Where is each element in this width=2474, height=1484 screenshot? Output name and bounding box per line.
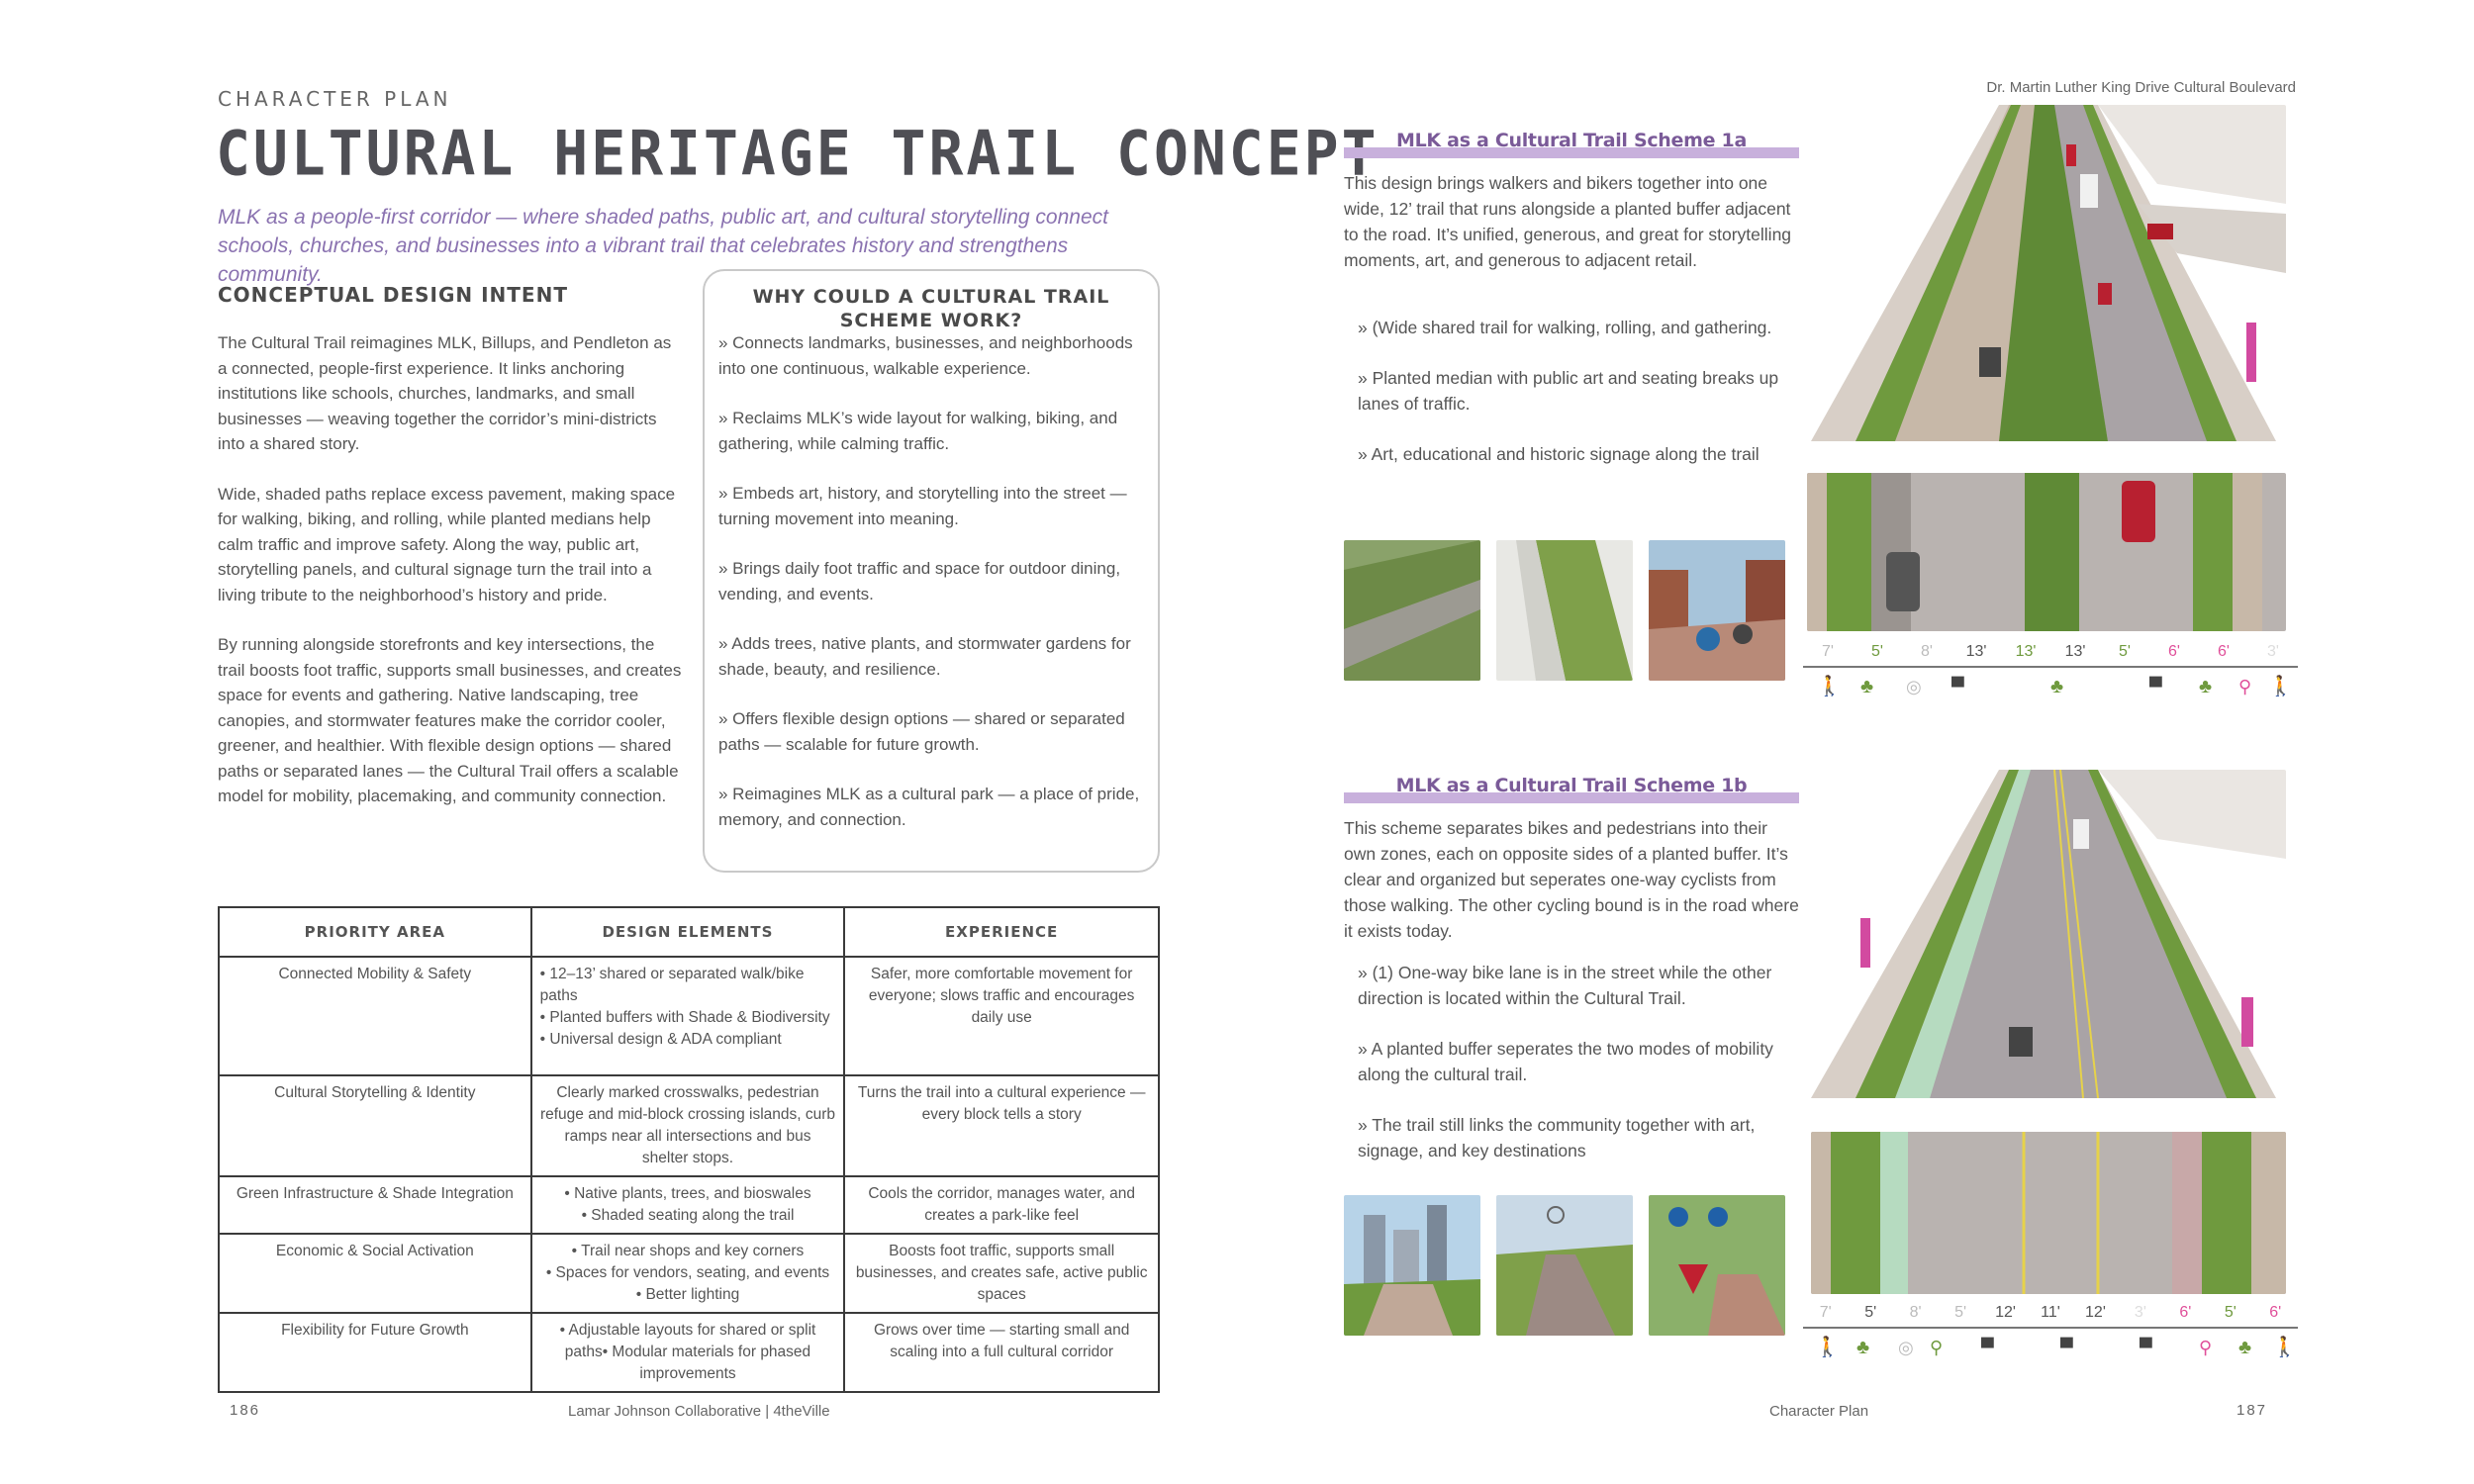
- dimension-label: 13': [1965, 643, 1987, 660]
- scheme-bullet: » The trail still links the community together with art, signage, and key destinations: [1358, 1115, 1756, 1160]
- intent-body: [218, 330, 683, 834]
- page-number-left: 186: [230, 1402, 261, 1419]
- scheme-1b-plan-view: [1811, 1132, 2286, 1294]
- scheme-1a-cross-section: [1803, 643, 2298, 714]
- car-icon: ▀: [1981, 1338, 1994, 1357]
- dimension-label: 3': [2134, 1304, 2146, 1321]
- table-cell-experience: Safer, more comfortable movement for everyone; slows traffic and encourages daily use: [844, 957, 1159, 1075]
- dimension-label: 13': [2015, 643, 2037, 660]
- dimension-label: 8': [1921, 643, 1933, 660]
- table-cell-elements: • Adjustable layouts for shared or split paths• Modular materials for phased improvements: [531, 1313, 845, 1392]
- scheme-1a-plan-view: [1807, 473, 2286, 631]
- table-cell-experience: Grows over time — starting small and scaling into a full cultural corridor: [844, 1313, 1159, 1392]
- table-cell-area: Connected Mobility & Safety: [219, 957, 531, 1075]
- why-item: » Offers flexible design options — shared or separated paths — scalable for future growth.: [718, 709, 1125, 754]
- why-item: » Reimagines MLK as a cultural park — a place of pride, memory, and connection.: [718, 785, 1140, 829]
- dimension-label: 5': [1954, 1304, 1967, 1321]
- section-kicker: CHARACTER PLAN: [218, 87, 452, 111]
- precedent-photo-planted-path: [1496, 540, 1633, 681]
- dimension-label: 3': [2267, 643, 2279, 660]
- precedent-photo-bike-path: [1496, 1195, 1633, 1336]
- scheme-bullet: » A planted buffer seperates the two modes of mobility along the cultural trail.: [1358, 1039, 1773, 1084]
- table-cell-area: Green Infrastructure & Shade Integration: [219, 1176, 531, 1234]
- scheme-1b-cross-section: [1803, 1304, 2298, 1375]
- tree-icon: ♣: [2238, 1337, 2252, 1358]
- dimension-label: 5': [2119, 643, 2131, 660]
- car-icon: ▀: [2060, 1338, 2073, 1357]
- priority-table: [218, 906, 1160, 1393]
- table-cell-elements: • Trail near shops and key corners • Spaces for vendors, seating, and events • Better lighting: [531, 1234, 845, 1313]
- precedent-photo-cyclists: [1649, 540, 1785, 681]
- intent-paragraph: By running alongside storefronts and key intersections, the trail boosts foot traffic, supports small businesses, and creates space for events and gathering. Native landscaping, tree canopies, and stormwater features make the corridor cooler, greener, and healthier. With flexible design options — shared paths or separated lanes — the Cultural Trail offers a scalable model for mobility, placemaking, and community connection.: [218, 635, 682, 805]
- dimension-label: 5': [1864, 1304, 1877, 1321]
- table-header: DESIGN ELEMENTS: [531, 907, 845, 957]
- table-cell-area: Economic & Social Activation: [219, 1234, 531, 1313]
- table-cell-elements: Clearly marked crosswalks, pedestrian refuge and mid-block crossing islands, curb ramps near all intersections and bus shelter stops.: [531, 1075, 845, 1176]
- table-cell-experience: Boosts foot traffic, supports small businesses, and creates safe, active public spaces: [844, 1234, 1159, 1313]
- why-item: » Connects landmarks, businesses, and neighborhoods into one continuous, walkable experience.: [718, 333, 1133, 378]
- scheme-bullet: » (Wide shared trail for walking, rolling, and gathering.: [1358, 318, 1772, 337]
- table-row: [219, 957, 1159, 1075]
- tree-icon: ♣: [2199, 676, 2213, 697]
- why-item: » Embeds art, history, and storytelling into the street — turning movement into meaning.: [718, 484, 1127, 528]
- sign-icon: ◎: [1898, 1338, 1914, 1357]
- intent-paragraph: Wide, shaded paths replace excess pavement, making space for walking, biking, and rolling, while planted medians help calm traffic and improve safety. Along the way, public art, storytelling panels, and cultural signage turn the trail into a living tribute to the neighborhood’s history and pride.: [218, 484, 676, 604]
- cross-section-icons: [1803, 661, 2298, 700]
- why-item: » Reclaims MLK’s wide layout for walking, biking, and gathering, while calming traffic.: [718, 409, 1118, 453]
- running-head: Dr. Martin Luther King Drive Cultural Boulevard: [1986, 79, 2296, 96]
- scheme-1a-description: This design brings walkers and bikers together into one wide, 12’ trail that runs alongside a planted buffer adjacent to the road. It’s unified, generous, and great for storytelling moments, art, and generous to adjacent retail.: [1344, 173, 1792, 270]
- table-cell-area: Flexibility for Future Growth: [219, 1313, 531, 1392]
- scheme-1b-heading: MLK as a Cultural Trail Scheme 1b: [1344, 774, 1799, 803]
- page-number-right: 187: [2236, 1402, 2268, 1419]
- table-row: [219, 1313, 1159, 1392]
- intent-heading: CONCEPTUAL DESIGN INTENT: [218, 283, 568, 307]
- scheme-1a-heading: MLK as a Cultural Trail Scheme 1a: [1344, 129, 1799, 158]
- precedent-photo-planted-median: [1344, 540, 1480, 681]
- dimension-label: 6': [2269, 1304, 2282, 1321]
- why-callout-box: [703, 269, 1160, 873]
- why-heading: WHY COULD A CULTURAL TRAIL SCHEME WORK?: [752, 286, 1110, 331]
- car-icon: ▀: [2140, 1338, 2152, 1357]
- scheme-bullet: » (1) One-way bike lane is in the street while the other direction is located within the Cultural Trail.: [1358, 963, 1772, 1008]
- dimension-label: 5': [2224, 1304, 2236, 1321]
- pedestrian-icon: 🚶: [1817, 676, 1842, 697]
- dimension-label: 12': [2085, 1304, 2106, 1321]
- car-icon: ▀: [1951, 677, 1964, 696]
- why-list: [718, 330, 1150, 857]
- table-row: [219, 1234, 1159, 1313]
- dimension-label: 8': [1909, 1304, 1922, 1321]
- pedestrian-icon: 🚶: [2268, 676, 2293, 697]
- dimension-label: 13': [2064, 643, 2086, 660]
- car-icon: ▀: [2149, 677, 2162, 696]
- bicycle-icon: ⚲: [2199, 1338, 2213, 1357]
- dimension-label: 11': [2041, 1304, 2060, 1321]
- page-title: CULTURAL HERITAGE TRAIL CONCEPT: [216, 117, 1380, 190]
- cross-section-icons: [1803, 1322, 2298, 1361]
- dimension-label: 12': [1995, 1304, 2016, 1321]
- table-header: PRIORITY AREA: [219, 907, 531, 957]
- table-cell-elements: • 12–13’ shared or separated walk/bike paths • Planted buffers with Shade & Biodiversity • Universal design & ADA compliant: [531, 957, 845, 1075]
- tree-icon: ♣: [1860, 676, 1874, 697]
- scheme-bullet: » Planted median with public art and seating breaks up lanes of traffic.: [1358, 368, 1779, 414]
- table-header: EXPERIENCE: [844, 907, 1159, 957]
- dimension-label: 6': [2218, 643, 2230, 660]
- table-cell-experience: Turns the trail into a cultural experience — every block tells a story: [844, 1075, 1159, 1176]
- bicycle-icon: ⚲: [2238, 677, 2252, 696]
- scheme-1a-rendering: [1801, 105, 2286, 441]
- dimension-label: 7': [1822, 643, 1834, 660]
- table-cell-experience: Cools the corridor, manages water, and creates a park-like feel: [844, 1176, 1159, 1234]
- dimension-label: 6': [2179, 1304, 2192, 1321]
- scheme-1b-bullets: [1358, 960, 1793, 1188]
- footer-credit: Lamar Johnson Collaborative | 4theVille: [568, 1403, 830, 1420]
- scheme-1a-bullets: [1358, 315, 1793, 492]
- lede-text: MLK as a people-first corridor — where shaded paths, public art, and cultural storytelling connect schools, churches, and businesses into a vibrant trail that celebrates history and strengthens community.: [218, 206, 1108, 286]
- dimension-row: [1803, 1304, 2298, 1322]
- dimension-row: [1803, 643, 2298, 661]
- scheme-1b-description: This scheme separates bikes and pedestrians into their own zones, each on opposite sides of a planted buffer. It’s clear and organized but seperates one-way cyclists from those walking. The other cycling bound is in the road where it exists today.: [1344, 818, 1799, 941]
- pedestrian-icon: 🚶: [2272, 1337, 2297, 1358]
- precedent-photo-skyline-trail: [1344, 1195, 1480, 1336]
- scheme-1b-rendering: [1801, 770, 2286, 1098]
- tree-icon: ♣: [2050, 676, 2064, 697]
- dimension-label: 5': [1871, 643, 1883, 660]
- precedent-photo-signage: [1649, 1195, 1785, 1336]
- table-cell-area: Cultural Storytelling & Identity: [219, 1075, 531, 1176]
- pedestrian-icon: 🚶: [1815, 1337, 1840, 1358]
- dimension-label: 6': [2168, 643, 2180, 660]
- scheme-bullet: » Art, educational and historic signage along the trail: [1358, 444, 1760, 464]
- table-row: [219, 1176, 1159, 1234]
- table-cell-elements: • Native plants, trees, and bioswales • Shaded seating along the trail: [531, 1176, 845, 1234]
- bicycle-icon: ⚲: [1930, 1338, 1944, 1357]
- table-row: [219, 1075, 1159, 1176]
- why-item: » Adds trees, native plants, and stormwater gardens for shade, beauty, and resilience.: [718, 634, 1131, 679]
- why-item: » Brings daily foot traffic and space for outdoor dining, vending, and events.: [718, 559, 1121, 603]
- intent-paragraph: The Cultural Trail reimagines MLK, Billups, and Pendleton as a connected, people-first experience. It links anchoring institutions like schools, churches, landmarks, and small businesses — weaving together the corridor’s mini-districts into a shared story.: [218, 333, 672, 453]
- sign-icon: ◎: [1906, 677, 1922, 696]
- tree-icon: ♣: [1856, 1337, 1870, 1358]
- dimension-label: 7': [1819, 1304, 1832, 1321]
- footer-section: Character Plan: [1769, 1403, 1869, 1420]
